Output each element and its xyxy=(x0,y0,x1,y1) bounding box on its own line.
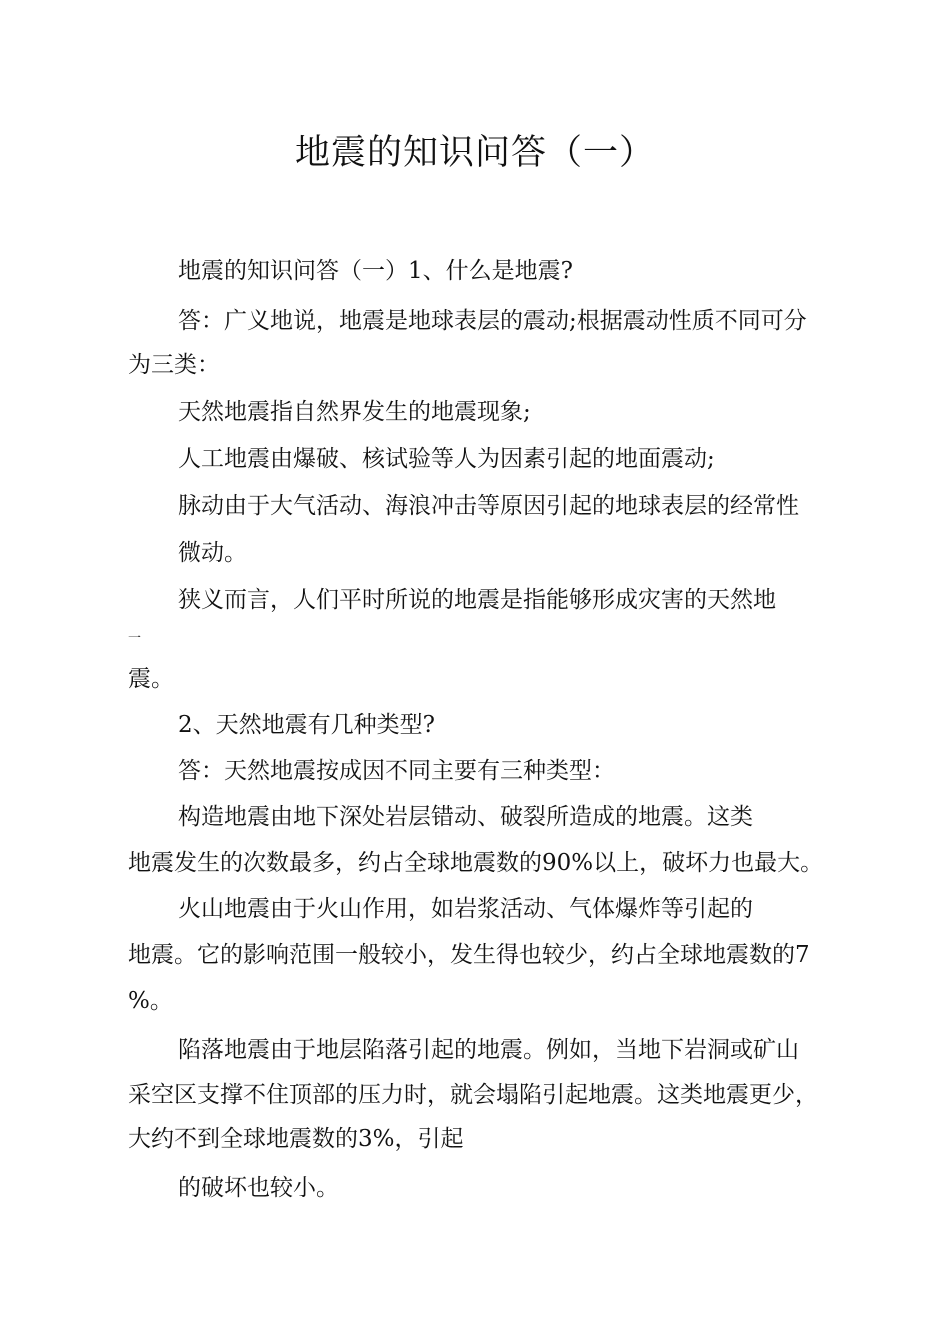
line-14-tectonic-cont: 地震发生的次数最多，约占全球地震数的90%以上，破坏力也最大。 xyxy=(128,850,824,876)
line-12-answer-2: 答：天然地震按成因不同主要有三种类型： xyxy=(178,758,615,784)
document-title: 地震的知识问答（一） xyxy=(294,133,655,173)
line-06-microseism: 脉动由于大气活动、海浪冲击等原因引起的地球表层的经常性 xyxy=(178,493,799,519)
line-08-narrow-sense: 狭义而言，人们平时所说的地震是指能够形成灾害的天然地 xyxy=(178,587,776,613)
line-16-volcanic-cont: 地震。它的影响范围一般较小，发生得也较少，约占全球地震数的7 xyxy=(128,942,810,968)
line-10-narrow-sense-end: 震。 xyxy=(128,666,174,692)
line-19-collapse-cont: 采空区支撑不住顶部的压力时，就会塌陷引起地震。这类地震更少， xyxy=(128,1082,818,1108)
line-04-natural-quake: 天然地震指自然界发生的地震现象; xyxy=(178,399,531,425)
line-18-collapse: 陷落地震由于地层陷落引起的地震。例如，当地下岩洞或矿山 xyxy=(178,1037,799,1063)
line-17-volcanic-end: %。 xyxy=(128,988,173,1014)
line-02-answer-1: 答：广义地说，地震是地球表层的震动;根据震动性质不同可分 xyxy=(178,308,807,334)
line-01-question-1: 地震的知识问答（一）1、什么是地震? xyxy=(178,258,573,284)
line-03-answer-1-cont: 为三类： xyxy=(128,352,220,378)
line-15-volcanic: 火山地震由于火山作用，如岩浆活动、气体爆炸等引起的 xyxy=(178,896,753,922)
line-05-artificial-quake: 人工地震由爆破、核试验等人为因素引起的地面震动; xyxy=(178,446,715,472)
line-07-microseism-cont: 微动。 xyxy=(178,540,247,566)
line-09-stray-mark: 一 xyxy=(128,631,142,646)
line-21-collapse-end: 的破坏也较小。 xyxy=(178,1175,339,1201)
line-11-question-2: 2、天然地震有几种类型? xyxy=(178,712,435,738)
line-20-collapse-cont-2: 大约不到全球地震数的3%，引起 xyxy=(128,1126,464,1152)
line-13-tectonic: 构造地震由地下深处岩层错动、破裂所造成的地震。这类 xyxy=(178,804,753,830)
